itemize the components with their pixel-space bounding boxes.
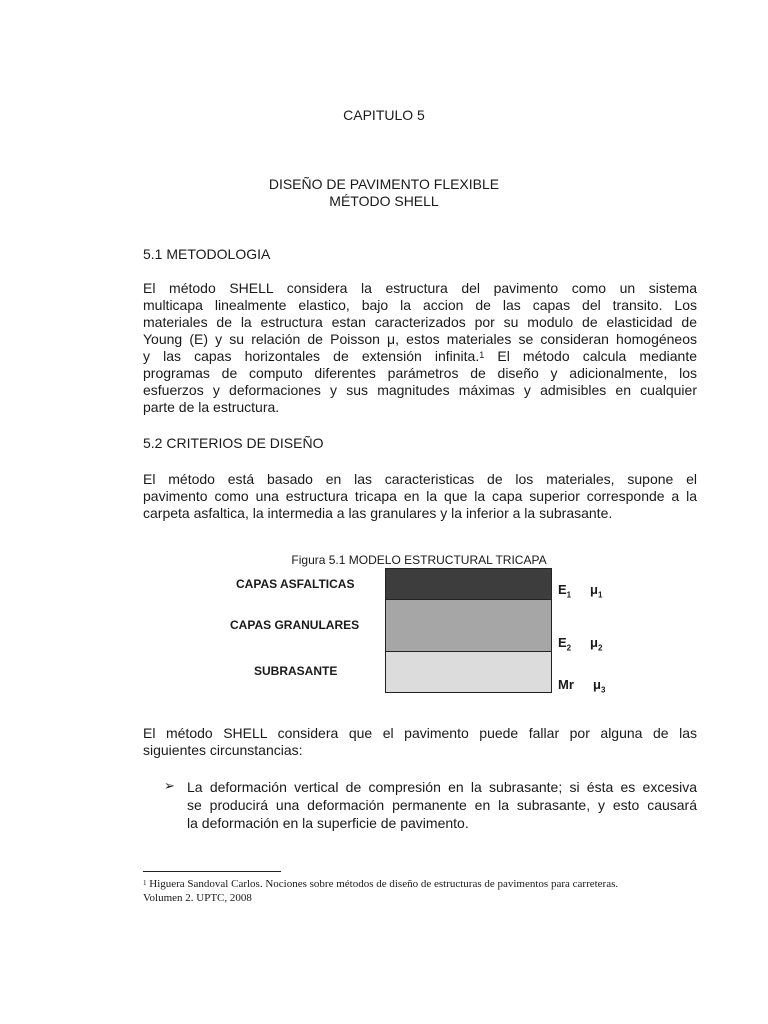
paragraph-line: programas de computo diferentes parámetros de diseño y adicionalmente, los <box>143 365 697 381</box>
paragraph-line: siguientes circunstancias: <box>143 742 303 758</box>
param-e1: $E_1$ <box>558 582 572 600</box>
paragraph-line: esfuerzos y deformaciones y sus magnitudes máximas y admisibles en cualquier <box>143 382 697 398</box>
footnote <box>143 877 703 905</box>
paragraph-line: pavimento como una estructura tricapa en la que la capa superior corresponde a la <box>143 488 697 504</box>
footnote-line-1: $^1$ Higuera Sandoval Carlos. Nociones sobre métodos de diseño de estructuras de pavimentos para carreteras. <box>143 878 619 890</box>
paragraph-circunstancias <box>143 725 697 759</box>
footnote-line-2: Volumen 2. UPTC, 2008 <box>143 892 252 904</box>
layer-label-granulares: CAPAS GRANULARES <box>230 618 360 632</box>
paragraph-line: materiales de la estructura estan caracterizados por su modulo de elasticidad de <box>143 314 697 330</box>
param-e2: $E_2$ <box>558 635 572 653</box>
param-mr: Mr <box>558 677 574 692</box>
figure-caption: Figura 5.1 MODELO ESTRUCTURAL TRICAPA <box>291 553 547 567</box>
layer-label-subrasante: SUBRASANTE <box>254 664 338 678</box>
line-text: y las capas horizontales de extensión infinita. <box>143 348 480 364</box>
param-mu1: $\mu_1$ <box>590 582 603 600</box>
layer-label-asfalticas: CAPAS ASFALTICAS <box>236 577 355 591</box>
chapter-label: CAPITULO 5 <box>343 107 425 123</box>
paragraph-line: El método está basado en las caracteristicas de los materiales, supone el <box>143 471 697 487</box>
paragraph-line: El método SHELL considera que el pavimento puede fallar por alguna de las <box>143 725 697 741</box>
paragraph-line: carpeta asfaltica, la intermedia a las granulares y la inferior a la subrasante. <box>143 505 613 521</box>
paragraph-metodologia <box>143 280 697 416</box>
paragraph-line: parte de la estructura. <box>143 399 280 415</box>
layer-block-subrasante <box>385 651 552 693</box>
paragraph-line: multicapa linealmente elastico, bajo la accion de las capas del transito. Los <box>143 297 697 313</box>
title-line-2: MÉTODO SHELL <box>329 193 439 209</box>
param-mu3: $\mu_3$ <box>593 677 606 695</box>
bullet-line: La deformación vertical de compresión en la subrasante; si ésta es excesiva <box>187 779 697 795</box>
layer-block-asfalticas <box>385 568 552 600</box>
paragraph-criterios <box>143 471 697 522</box>
bullet-item <box>187 778 697 832</box>
line-text: El método calcula mediante <box>484 348 698 364</box>
title-line-1: DISEÑO DE PAVIMENTO FLEXIBLE <box>268 176 500 192</box>
footnote-divider <box>143 871 281 872</box>
bullet-line: se producirá una deformación permanente en la subrasante, y esto causará <box>187 797 697 813</box>
bullet-line: la deformación en la superficie de pavimento. <box>187 815 469 831</box>
arrow-bullet-icon: ➢ <box>164 778 175 793</box>
paragraph-line: Young (E) y su relación de Poisson μ, estos materiales se consideran homogéneos <box>143 331 697 347</box>
param-mu2: $\mu_2$ <box>590 635 603 653</box>
paragraph-line: El método SHELL considera la estructura del pavimento como un sistema <box>143 280 697 296</box>
paragraph-line <box>143 348 697 365</box>
footnote-reference: 1 <box>479 350 485 360</box>
layer-block-granulares <box>385 599 552 652</box>
section-heading-criterios: 5.2 CRITERIOS DE DISEÑO <box>143 435 324 451</box>
section-heading-metodologia: 5.1 METODOLOGIA <box>143 246 271 262</box>
